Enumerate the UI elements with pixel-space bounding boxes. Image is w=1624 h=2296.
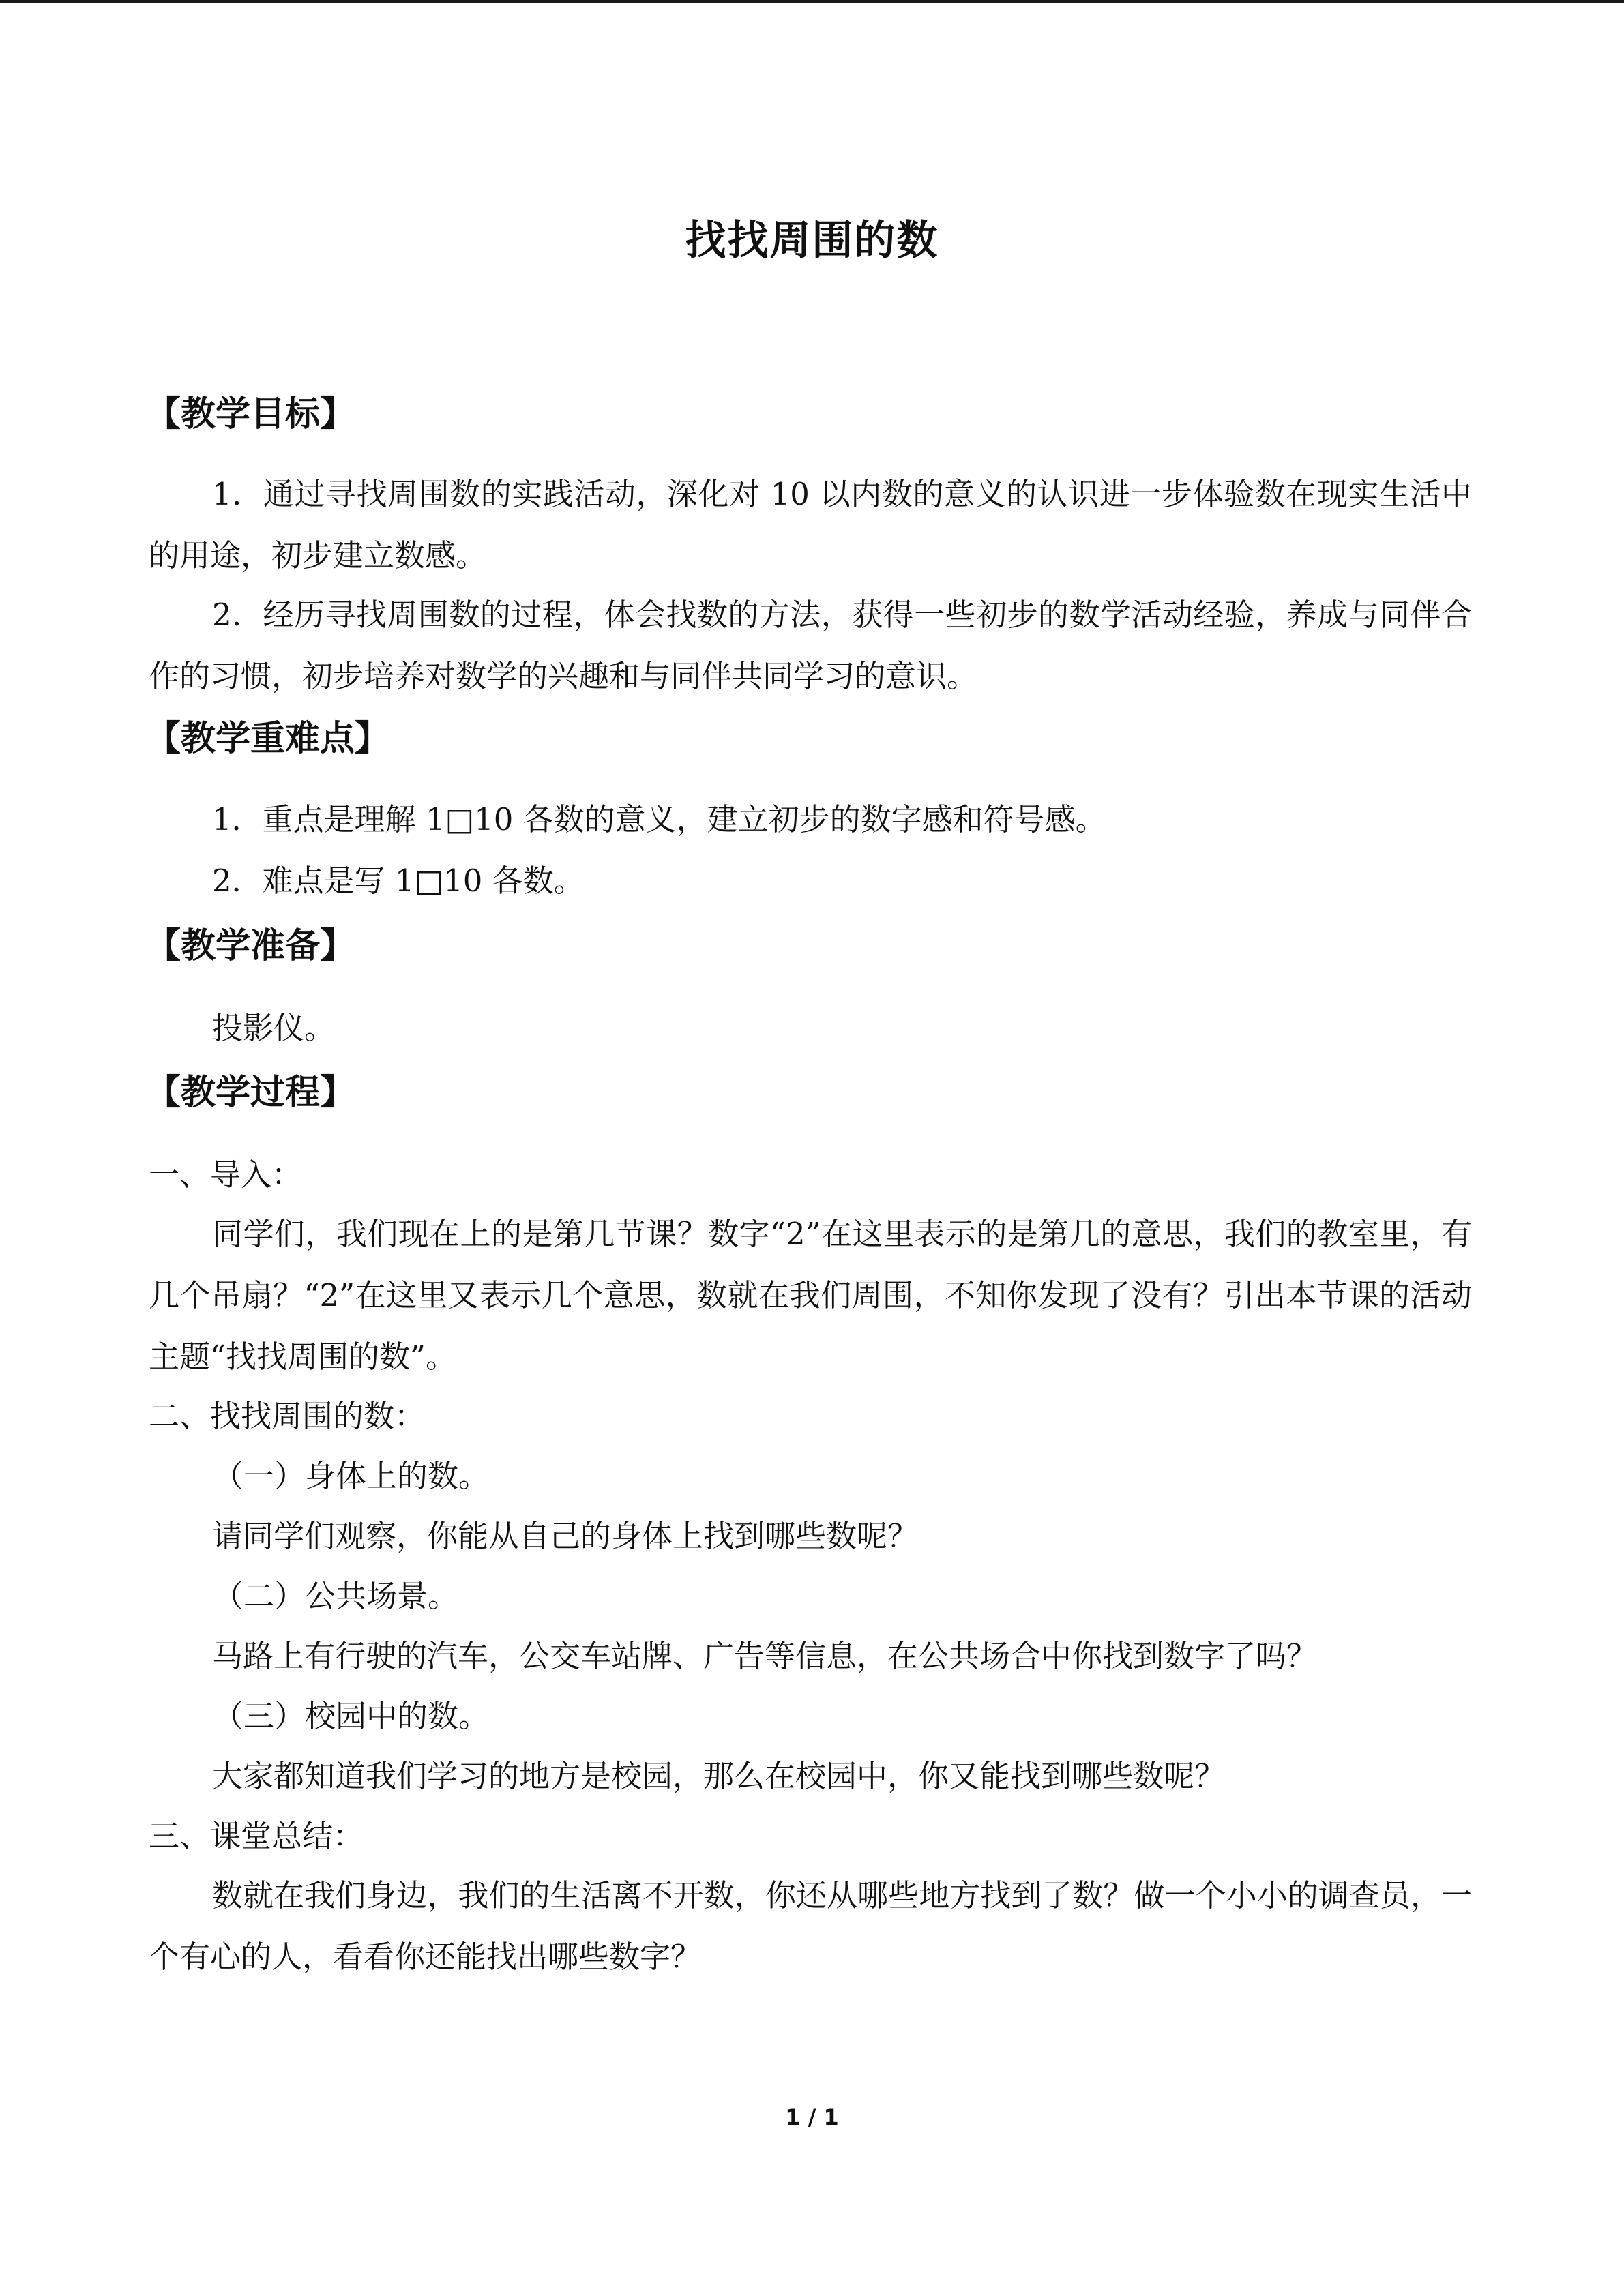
page-number: 1 / 1 (785, 2104, 839, 2130)
process-summary-text: 数就在我们身边，我们的生活离不开数，你还从哪些地方找到了数？做一个小小的调查员，一个有心的人，看看你还能找出哪些数字？ (149, 1877, 1472, 1975)
key-point-item-1: 1．重点是理解 1□10 各数的意义，建立初步的数字感和符号感。 (212, 801, 1106, 837)
subsection-title-campus: （三）校园中的数。 (213, 1698, 490, 1734)
process-intro-label: 一、导入： (149, 1157, 303, 1193)
preparation-text: 投影仪。 (212, 1010, 336, 1046)
subsection-title-public: （二）公共场景。 (213, 1578, 459, 1614)
top-border-line (0, 0, 1624, 3)
heading-teaching-process: 【教学过程】 (146, 1073, 355, 1113)
goal-item-2: 2．经历寻找周围数的过程，体会找数的方法，获得一些初步的数学活动经验，养成与同伴合作的习惯，初步培养对数学的兴趣和与同伴共同学习的意识。 (149, 597, 1472, 694)
page-title: 找找周围的数 (685, 217, 939, 265)
subsection-text-body: 请同学们观察，你能从自己的身体上找到哪些数呢？ (212, 1518, 919, 1554)
subsection-text-campus: 大家都知道我们学习的地方是校园，那么在校园中，你又能找到哪些数呢？ (212, 1758, 1226, 1794)
process-summary-label: 三、课堂总结： (149, 1818, 364, 1854)
process-intro-text: 同学们，我们现在上的是第几节课？数字“2”在这里表示的是第几的意思，我们的教室里，有几个吊扇？“2”在这里又表示几个意思，数就在我们周围，不知你发现了没有？引出本节课的活动主题“找找周围的数”。 (149, 1216, 1472, 1375)
heading-preparation: 【教学准备】 (146, 926, 355, 966)
process-find-label: 二、找找周围的数： (149, 1398, 426, 1434)
subsection-title-body: （一）身体上的数。 (213, 1458, 490, 1494)
subsection-text-public: 马路上有行驶的汽车，公交车站牌、广告等信息，在公共场合中你找到数字了吗？ (212, 1638, 1318, 1674)
heading-key-points: 【教学重难点】 (146, 719, 390, 759)
key-point-item-2: 2．难点是写 1□10 各数。 (212, 863, 585, 899)
goal-item-1: 1．通过寻找周围数的实践活动，深化对 10 以内数的意义的认识进一步体验数在现实生活中的用途，初步建立数感。 (149, 476, 1472, 573)
heading-teaching-goals: 【教学目标】 (146, 394, 355, 434)
